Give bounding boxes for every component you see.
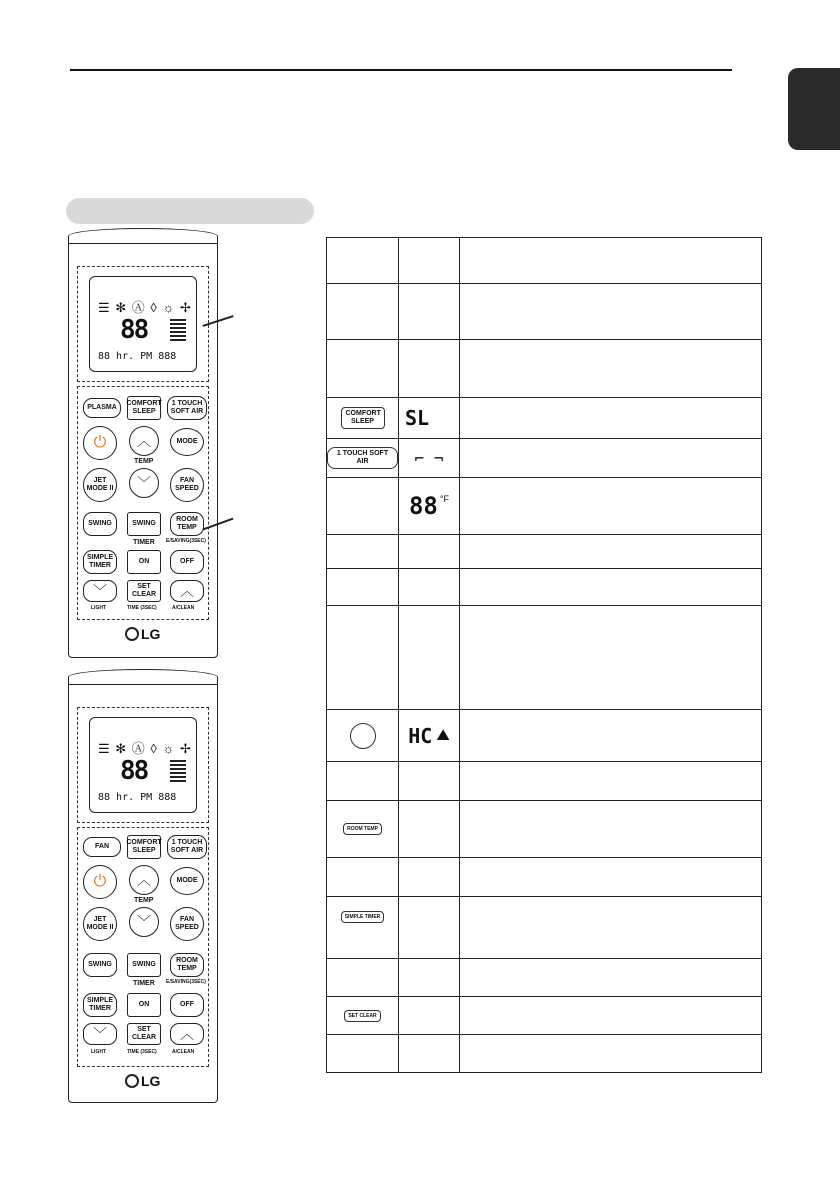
row-divider xyxy=(327,568,761,569)
timer-off-button[interactable]: OFF xyxy=(170,993,204,1017)
remote-control-1 xyxy=(68,235,218,658)
section-heading-pill xyxy=(66,198,314,224)
simple-timer-mini-button: SIMPLE TIMER xyxy=(341,911,385,923)
timer-on-button[interactable]: ON xyxy=(127,993,161,1017)
fahrenheit-unit: °F xyxy=(439,494,449,504)
chevron-up-icon: ︿ xyxy=(137,872,151,888)
column-divider xyxy=(459,238,460,1072)
time-3sec-label: TIME (3SEC) xyxy=(127,605,157,611)
lcd-time-row: 88 hr. PM 888 xyxy=(98,351,177,362)
lcd-fan-bars xyxy=(170,319,186,341)
timer-label: TIMER xyxy=(133,539,155,546)
row-softair-display-cell xyxy=(399,439,459,477)
temp-up-button[interactable] xyxy=(129,426,159,456)
time-3sec-label: TIME (3SEC) xyxy=(127,1049,157,1055)
comfort-sleep-button[interactable]: COMFORT SLEEP xyxy=(127,396,161,420)
function-table xyxy=(326,237,762,1073)
chevron-up-icon: ︿ xyxy=(137,433,151,449)
vane-position-icon: ⌐ ¬ xyxy=(414,448,444,468)
column-divider xyxy=(398,238,399,1072)
light-down-button[interactable] xyxy=(83,580,117,602)
row-divider xyxy=(327,339,761,340)
lcd-display xyxy=(89,717,197,813)
jet-mode-button[interactable]: JET MODE II xyxy=(83,468,117,502)
temp-label: TEMP xyxy=(134,458,154,465)
row-room-button-cell xyxy=(327,801,398,857)
comfort-sleep-mini-button: COMFORT SLEEP xyxy=(341,407,385,429)
room-temp-mini-button: ROOM TEMP xyxy=(343,823,382,835)
remote-top-cap xyxy=(68,669,218,685)
esaving-label: E/SAVING(3SEC) xyxy=(166,538,206,544)
power-icon: ⏻ xyxy=(93,873,107,890)
one-touch-soft-air-mini-button: 1 TOUCH SOFT AIR xyxy=(327,447,398,469)
esaving-label: E/SAVING(3SEC) xyxy=(166,979,206,985)
temp-down-button[interactable] xyxy=(129,468,159,498)
row-comfort-button-cell xyxy=(327,398,398,438)
lg-logo: LG xyxy=(125,626,160,642)
set-clear-mini-button: SET CLEAR xyxy=(344,1010,380,1022)
a-clean-up-button[interactable] xyxy=(170,1023,204,1045)
temp-display-digits: 88 xyxy=(408,492,438,520)
lcd-temp-digits: 88 xyxy=(120,756,148,786)
temp-up-button[interactable] xyxy=(129,865,159,895)
header-rule xyxy=(70,69,732,71)
swing-left-button[interactable]: SWING xyxy=(83,953,117,977)
temp-down-button[interactable] xyxy=(129,907,159,937)
row-divider xyxy=(327,761,761,762)
light-down-button[interactable] xyxy=(83,1023,117,1045)
chevron-up-icon: ︿ xyxy=(180,583,194,599)
a-clean-label: A/CLEAN xyxy=(172,1049,195,1055)
fan-speed-button[interactable]: FAN SPEED xyxy=(170,468,204,502)
row-hc-button-cell xyxy=(327,710,398,761)
light-label: LIGHT xyxy=(91,605,106,611)
temp-label: TEMP xyxy=(134,897,154,904)
fan-button[interactable]: FAN xyxy=(83,837,121,857)
row-set-button-cell xyxy=(327,997,398,1034)
row-softair-button-cell xyxy=(327,439,398,477)
row-hc-display-cell xyxy=(399,710,459,761)
lg-logo: LG xyxy=(125,1073,160,1089)
row-divider xyxy=(327,958,761,959)
power-button[interactable] xyxy=(83,865,117,899)
row-simple-button-cell xyxy=(327,897,398,937)
jet-mode-button[interactable]: JET MODE II xyxy=(83,907,117,941)
simple-timer-button[interactable]: SIMPLE TIMER xyxy=(83,993,117,1017)
round-button-icon xyxy=(350,723,376,749)
mode-button[interactable]: MODE xyxy=(170,867,204,895)
plasma-button[interactable]: PLASMA xyxy=(83,398,121,418)
chevron-down-icon: ﹀ xyxy=(93,583,107,599)
light-label: LIGHT xyxy=(91,1049,106,1055)
fan-speed-button[interactable]: FAN SPEED xyxy=(170,907,204,941)
timer-label: TIMER xyxy=(133,980,155,987)
swing-mid-button[interactable]: SWING xyxy=(127,953,161,977)
swing-left-button[interactable]: SWING xyxy=(83,512,117,536)
row-divider xyxy=(327,857,761,858)
room-temp-button[interactable]: ROOM TEMP xyxy=(170,953,204,977)
mode-button[interactable]: MODE xyxy=(170,428,204,456)
sleep-display-code: SL xyxy=(405,406,430,430)
timer-off-button[interactable]: OFF xyxy=(170,550,204,574)
mountain-snow-icon: ⛰ xyxy=(436,726,450,744)
lcd-time-row: 88 hr. PM 888 xyxy=(98,792,177,803)
comfort-sleep-button[interactable]: COMFORT SLEEP xyxy=(127,835,161,859)
lcd-display xyxy=(89,276,197,372)
row-divider xyxy=(327,283,761,284)
row-divider xyxy=(327,534,761,535)
a-clean-label: A/CLEAN xyxy=(172,605,195,611)
row-temp-display-cell xyxy=(399,478,459,534)
timer-on-button[interactable]: ON xyxy=(127,550,161,574)
chevron-down-icon: ﹀ xyxy=(137,475,151,491)
lcd-temp-digits: 88 xyxy=(120,315,148,345)
lcd-mode-icons: ☰ ✻ Ⓐ ◊ ☼ ✢ xyxy=(98,300,192,315)
language-tab xyxy=(788,68,840,150)
one-touch-soft-air-button[interactable]: 1 TOUCH SOFT AIR xyxy=(167,835,207,859)
chevron-up-icon: ︿ xyxy=(180,1026,194,1042)
lcd-mode-icons: ☰ ✻ Ⓐ ◊ ☼ ✢ xyxy=(98,741,192,756)
row-comfort-display-cell xyxy=(399,398,459,438)
one-touch-soft-air-button[interactable]: 1 TOUCH SOFT AIR xyxy=(167,396,207,420)
row-divider xyxy=(327,1034,761,1035)
row-divider xyxy=(327,477,761,478)
remote-control-2 xyxy=(68,676,218,1103)
power-button[interactable] xyxy=(83,426,117,460)
remote-top-cap xyxy=(68,228,218,244)
set-clear-button[interactable]: SET CLEAR xyxy=(127,1023,161,1045)
lcd-fan-bars xyxy=(170,760,186,782)
power-icon: ⏻ xyxy=(93,434,107,451)
chevron-down-icon: ﹀ xyxy=(137,914,151,930)
set-clear-button[interactable]: SET CLEAR xyxy=(127,580,161,602)
simple-timer-button[interactable]: SIMPLE TIMER xyxy=(83,550,117,574)
chevron-down-icon: ﹀ xyxy=(93,1026,107,1042)
room-temp-button[interactable]: ROOM TEMP xyxy=(170,512,204,536)
hc-display-code: HC xyxy=(408,723,433,748)
a-clean-up-button[interactable] xyxy=(170,580,204,602)
row-divider xyxy=(327,605,761,606)
swing-mid-button[interactable]: SWING xyxy=(127,512,161,536)
